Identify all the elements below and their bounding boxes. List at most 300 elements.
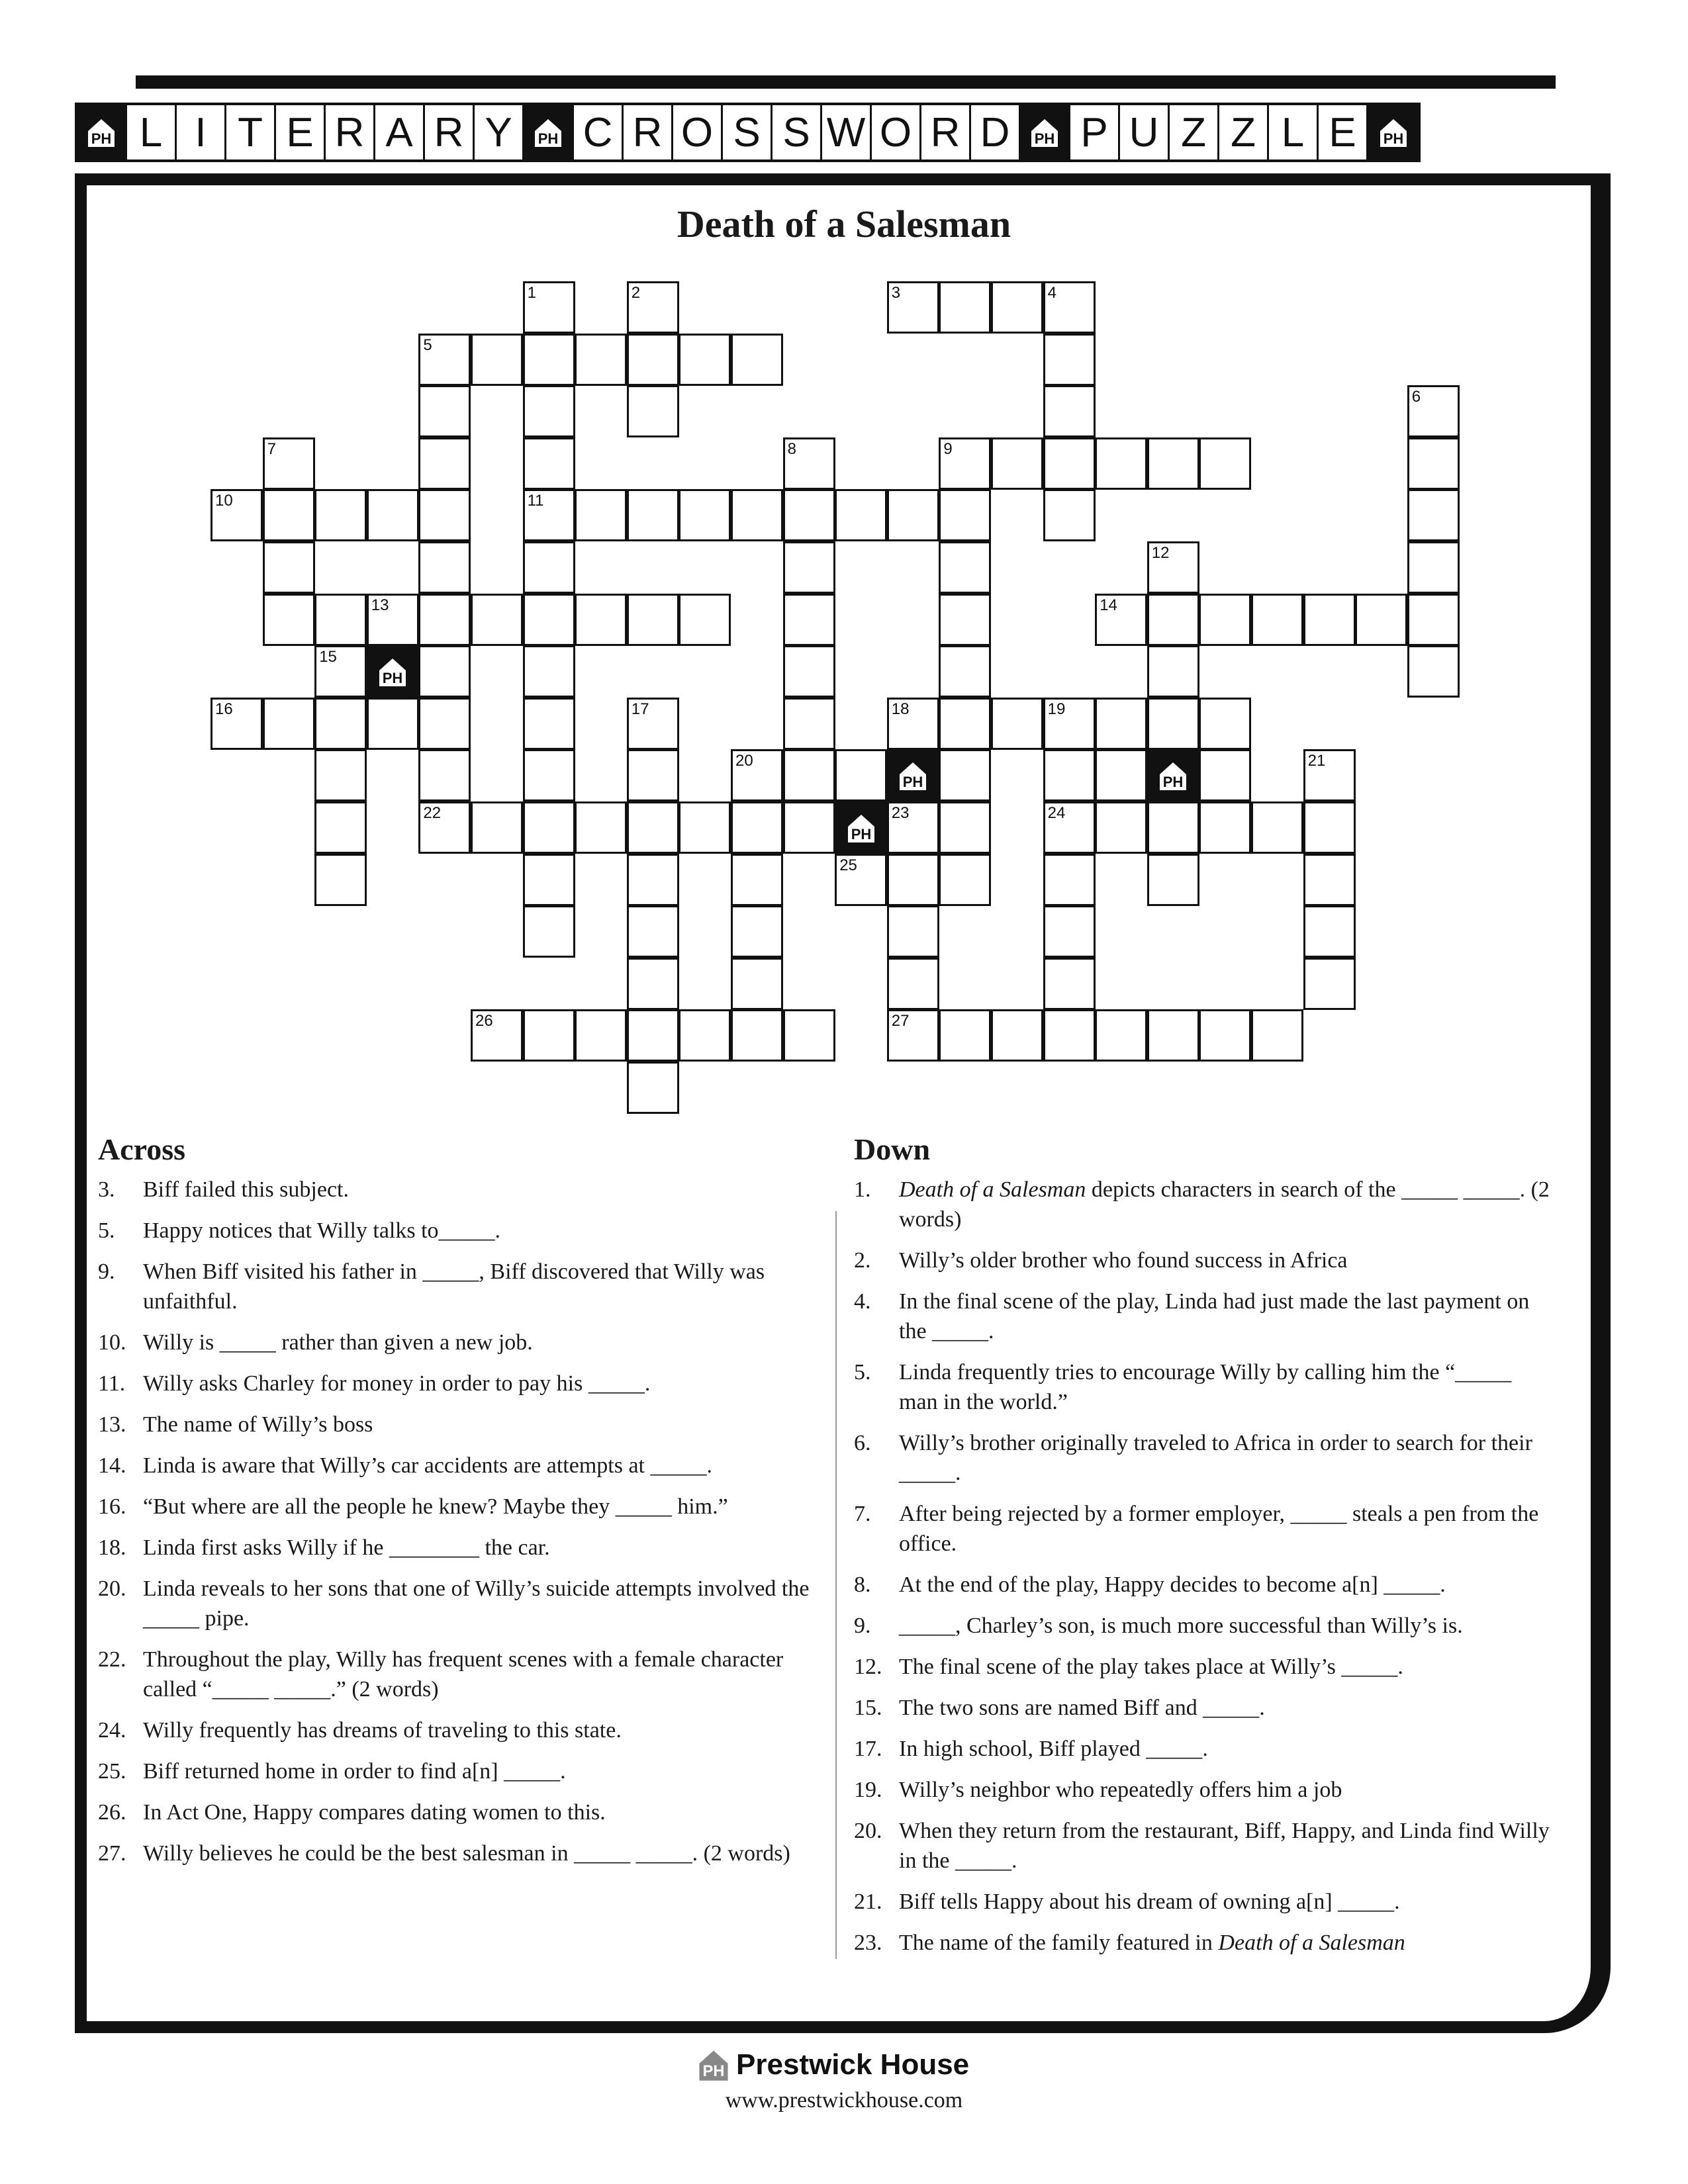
grid-cell[interactable]	[471, 801, 523, 854]
grid-cell[interactable]	[418, 541, 471, 594]
grid-cell[interactable]	[314, 749, 367, 801]
across-clue	[98, 1257, 813, 1316]
grid-cell[interactable]	[1147, 645, 1199, 698]
grid-cell[interactable]	[418, 749, 471, 801]
across-clue	[98, 1756, 813, 1786]
clue-text: In the final scene of the play, Linda had just made the last payment on the _____.	[899, 1289, 1530, 1343]
svg-text:PH: PH	[851, 825, 871, 842]
banner-letter: L	[1269, 105, 1319, 159]
grid-cell[interactable]	[1147, 541, 1199, 594]
grid-cell[interactable]	[1407, 541, 1460, 594]
clue-label-number: 22.	[98, 1647, 126, 1672]
puzzle-title: Death of a Salesman	[677, 203, 1011, 246]
clue-label-number: 20.	[854, 1819, 882, 1843]
clue-label-number: 9.	[98, 1259, 115, 1284]
grid-cell[interactable]	[418, 489, 471, 541]
clue-label-number: 18.	[98, 1535, 126, 1560]
banner-letter: Z	[1170, 105, 1219, 159]
banner-letter: D	[971, 105, 1021, 159]
grid-cell[interactable]	[939, 645, 991, 698]
grid-cell[interactable]	[783, 489, 835, 541]
clue-label-number: 8.	[854, 1572, 871, 1597]
grid-cell[interactable]	[1199, 698, 1251, 750]
across-clue	[98, 1175, 813, 1205]
grid-cell[interactable]	[939, 541, 991, 594]
grid-cell[interactable]	[1043, 801, 1096, 854]
grid-cell[interactable]	[1199, 437, 1251, 490]
down-clue	[854, 1734, 1556, 1764]
grid-cell[interactable]	[1043, 905, 1096, 958]
grid-cell[interactable]	[523, 334, 575, 386]
grid-cell[interactable]	[314, 489, 367, 541]
clue-label-number: 25.	[98, 1759, 126, 1784]
grid-cell[interactable]	[835, 749, 887, 801]
grid-cell[interactable]	[887, 958, 939, 1010]
grid-cell[interactable]	[523, 385, 575, 437]
banner-letter: E	[276, 105, 326, 159]
down-clue	[854, 1816, 1556, 1876]
clue-text: _____, Charley’s son, is much more successful than Willy’s is.	[899, 1614, 1463, 1638]
down-clue	[854, 1175, 1556, 1234]
grid-cell[interactable]	[1303, 958, 1356, 1010]
grid-cell[interactable]	[731, 334, 783, 386]
clue-text: Willy is _____ rather than given a new job.	[143, 1330, 533, 1355]
clue-number: 14	[1100, 596, 1117, 614]
clue-label-number: 21.	[854, 1889, 882, 1914]
grid-cell[interactable]	[523, 281, 575, 334]
down-clue	[854, 1775, 1556, 1805]
clue-text: After being rejected by a former employer, _____ steals a pen from the office.	[899, 1502, 1539, 1556]
grid-cell[interactable]	[835, 854, 887, 906]
grid-cell[interactable]	[1147, 1009, 1199, 1062]
grid-cell[interactable]	[1199, 749, 1251, 801]
grid-cell[interactable]	[1043, 854, 1096, 906]
banner-letter: R	[326, 105, 375, 159]
grid-cell[interactable]	[1147, 854, 1199, 906]
grid-cell[interactable]	[1251, 801, 1303, 854]
grid-cell[interactable]	[627, 1062, 679, 1114]
grid-cell[interactable]	[1043, 698, 1096, 750]
publisher-url: www.prestwickhouse.com	[725, 2088, 963, 2113]
grid-cell[interactable]	[523, 437, 575, 490]
grid-cell[interactable]	[471, 594, 523, 646]
grid-cell[interactable]	[211, 489, 263, 541]
grid-cell[interactable]	[523, 489, 575, 541]
down-clue	[854, 1357, 1556, 1417]
grid-cell[interactable]	[731, 801, 783, 854]
grid-cell[interactable]	[1407, 594, 1460, 646]
clue-number: 21	[1307, 752, 1326, 770]
publisher-logo	[695, 2045, 993, 2085]
clue-text: Willy frequently has dreams of traveling to this state.	[143, 1718, 622, 1743]
grid-cell[interactable]	[939, 801, 991, 854]
grid-cell[interactable]	[1095, 437, 1147, 490]
grid-cell[interactable]	[575, 334, 627, 386]
grid-cell[interactable]	[575, 1009, 627, 1062]
grid-cell[interactable]	[887, 698, 939, 750]
grid-cell[interactable]	[1147, 698, 1199, 750]
grid-cell[interactable]	[887, 281, 939, 334]
clue-text: Willy asks Charley for money in order to pay his _____.	[143, 1371, 651, 1396]
grid-cell[interactable]	[783, 437, 835, 490]
clue-label-number: 10.	[98, 1330, 126, 1355]
column-divider	[835, 1211, 837, 1959]
grid-cell[interactable]	[418, 698, 471, 750]
grid-cell[interactable]	[1407, 645, 1460, 698]
clue-text: Linda is aware that Willy’s car accidents are attempts at _____.	[143, 1453, 712, 1478]
grid-cell[interactable]	[418, 334, 471, 386]
grid-cell[interactable]	[263, 594, 315, 646]
grid-cell[interactable]	[1303, 854, 1356, 906]
down-clue	[854, 1693, 1556, 1723]
grid-cell[interactable]	[314, 594, 367, 646]
grid-cell[interactable]	[1095, 801, 1147, 854]
grid-cell[interactable]	[1251, 594, 1303, 646]
grid-cell[interactable]	[627, 1009, 679, 1062]
grid-cell[interactable]	[1043, 749, 1096, 801]
grid-cell[interactable]	[939, 594, 991, 646]
clue-number: 15	[319, 648, 337, 666]
grid-cell[interactable]	[1303, 749, 1356, 801]
grid-cell[interactable]	[627, 801, 679, 854]
grid-cell[interactable]	[1407, 437, 1460, 490]
grid-cell[interactable]	[783, 698, 835, 750]
clue-label-number: 17.	[854, 1737, 882, 1761]
grid-cell[interactable]	[731, 489, 783, 541]
banner-letter: R	[921, 105, 971, 159]
grid-cell[interactable]	[314, 645, 367, 698]
grid-cell[interactable]	[783, 645, 835, 698]
grid-cell[interactable]	[679, 1009, 731, 1062]
clue-number: 18	[891, 700, 910, 718]
clue-number: 10	[215, 492, 233, 510]
grid-cell[interactable]	[939, 854, 991, 906]
grid-cell[interactable]	[1043, 385, 1096, 437]
grid-cell[interactable]	[991, 698, 1043, 750]
across-clue	[98, 1410, 813, 1439]
clue-text: Biff returned home in order to find a[n] _____.	[143, 1759, 566, 1784]
grid-cell[interactable]	[523, 801, 575, 854]
grid-cell[interactable]	[783, 1009, 835, 1062]
clue-number: 8	[787, 439, 796, 458]
clue-text: Biff failed this subject.	[143, 1177, 349, 1202]
grid-cell[interactable]	[1043, 281, 1096, 334]
clue-text: Willy believes he could be the best salesman in _____ _____. (2 words)	[143, 1841, 790, 1866]
grid-cell[interactable]	[731, 1009, 783, 1062]
grid-cell[interactable]	[471, 1009, 523, 1062]
banner-letter: O	[872, 105, 921, 159]
grid-cell[interactable]	[1095, 749, 1147, 801]
grid-cell[interactable]	[523, 594, 575, 646]
grid-cell[interactable]	[627, 334, 679, 386]
grid-cell[interactable]	[367, 698, 419, 750]
grid-cell[interactable]	[627, 281, 679, 334]
clue-text: Linda first asks Willy if he ________ the car.	[143, 1535, 550, 1560]
clue-text: The two sons are named Biff and _____.	[899, 1696, 1265, 1720]
clue-label-number: 3.	[98, 1177, 115, 1202]
grid-cell[interactable]	[263, 489, 315, 541]
grid-cell[interactable]	[418, 645, 471, 698]
banner-letter: T	[226, 105, 276, 159]
grid-cell[interactable]	[1095, 698, 1147, 750]
clue-text: depicts characters in search of the _____ _____. (2 words)	[899, 1177, 1550, 1232]
clue-text: When Biff visited his father in _____, Biff discovered that Willy was unfaithful.	[143, 1259, 765, 1314]
clue-number: 4	[1047, 284, 1056, 302]
clue-text: At the end of the play, Happy decides to become a[n] _____.	[899, 1572, 1446, 1597]
banner-letter: C	[574, 105, 624, 159]
grid-cell[interactable]	[418, 385, 471, 437]
across-clue	[98, 1328, 813, 1357]
grid-cell[interactable]	[627, 958, 679, 1010]
grid-cell[interactable]	[679, 489, 731, 541]
grid-cell[interactable]	[731, 905, 783, 958]
clue-label-number: 26.	[98, 1800, 126, 1825]
prestwick-house-icon	[1156, 758, 1190, 793]
clue-text: When they return from the restaurant, Biff, Happy, and Linda find Willy in the _____.	[899, 1819, 1550, 1873]
grid-cell[interactable]	[1303, 801, 1356, 854]
grid-cell[interactable]	[627, 489, 679, 541]
grid-cell[interactable]	[471, 334, 523, 386]
grid-cell[interactable]	[679, 801, 731, 854]
grid-cell[interactable]	[523, 905, 575, 958]
grid-cell[interactable]	[523, 854, 575, 906]
grid-cell[interactable]	[731, 854, 783, 906]
banner-letter: U	[1120, 105, 1170, 159]
grid-cell[interactable]	[263, 698, 315, 750]
grid-cell[interactable]	[1043, 437, 1096, 490]
clue-label-number: 4.	[854, 1289, 871, 1314]
grid-cell[interactable]	[1199, 594, 1251, 646]
clue-text: The final scene of the play takes place at Willy’s _____.	[899, 1655, 1403, 1679]
clue-text: Willy’s neighbor who repeatedly offers him a job	[899, 1778, 1342, 1802]
grid-cell[interactable]	[627, 749, 679, 801]
grid-cell[interactable]	[887, 854, 939, 906]
grid-cell[interactable]	[991, 281, 1043, 334]
grid-cell[interactable]	[783, 541, 835, 594]
grid-cell[interactable]	[314, 854, 367, 906]
grid-cell[interactable]	[939, 281, 991, 334]
grid-cell[interactable]	[1043, 1009, 1096, 1062]
clue-number: 1	[527, 284, 536, 302]
grid-cell[interactable]	[523, 749, 575, 801]
grid-cell[interactable]	[887, 905, 939, 958]
grid-cell[interactable]	[939, 1009, 991, 1062]
grid-cell[interactable]	[627, 385, 679, 437]
clue-number: 13	[371, 596, 389, 614]
clue-label-number: 24.	[98, 1718, 126, 1743]
banner-letter: Z	[1219, 105, 1269, 159]
grid-cell[interactable]	[679, 334, 731, 386]
grid-cell[interactable]	[314, 801, 367, 854]
clue-number: 3	[891, 284, 901, 302]
down-clue-list	[854, 1175, 1556, 1969]
grid-cell[interactable]	[523, 698, 575, 750]
grid-cell[interactable]	[367, 489, 419, 541]
grid-cell[interactable]	[1303, 905, 1356, 958]
clue-number: 25	[839, 856, 857, 874]
grid-cell[interactable]	[523, 1009, 575, 1062]
clue-label-number: 27.	[98, 1841, 126, 1866]
clue-label-number: 1.	[854, 1177, 871, 1202]
grid-cell[interactable]	[314, 698, 367, 750]
grid-cell[interactable]	[263, 541, 315, 594]
clue-label-number: 19.	[854, 1778, 882, 1802]
clue-number: 23	[891, 804, 910, 822]
svg-text:PH: PH	[91, 130, 112, 147]
clue-number: 6	[1411, 388, 1421, 406]
across-heading: Across	[98, 1132, 186, 1166]
svg-text:PH: PH	[1163, 773, 1184, 790]
clue-number: 27	[891, 1012, 910, 1030]
grid-cell[interactable]	[627, 905, 679, 958]
clue-label-number: 16.	[98, 1494, 126, 1519]
grid-cell[interactable]	[211, 698, 263, 750]
across-clue	[98, 1839, 813, 1868]
clue-label-number: 9.	[854, 1614, 871, 1638]
grid-cell[interactable]	[939, 489, 991, 541]
grid-cell[interactable]	[835, 489, 887, 541]
clue-number: 7	[267, 439, 276, 458]
clue-number: 19	[1047, 700, 1066, 718]
down-clue	[854, 1928, 1556, 1958]
clue-text: Happy notices that Willy talks to_____.	[143, 1218, 501, 1243]
banner-letter: P	[1070, 105, 1120, 159]
grid-cell[interactable]	[731, 749, 783, 801]
svg-text:PH: PH	[1034, 130, 1055, 147]
grid-cell[interactable]	[1147, 801, 1199, 854]
grid-cell[interactable]	[939, 749, 991, 801]
grid-cell[interactable]	[731, 958, 783, 1010]
clue-text: Linda frequently tries to encourage Willy by calling him the “_____ man in the world.”	[899, 1360, 1512, 1414]
grid-cell[interactable]	[783, 594, 835, 646]
grid-cell[interactable]	[991, 437, 1043, 490]
grid-cell[interactable]	[887, 489, 939, 541]
grid-cell[interactable]	[939, 437, 991, 490]
clue-number: 9	[943, 439, 953, 458]
clue-text: In high school, Biff played _____.	[899, 1737, 1208, 1761]
across-clue	[98, 1492, 813, 1522]
grid-cell[interactable]	[1407, 385, 1460, 437]
grid-block-cell	[835, 801, 887, 854]
clue-text: Linda reveals to her sons that one of Willy’s suicide attempts involved the _____ pipe.	[143, 1576, 810, 1631]
across-clue	[98, 1797, 813, 1827]
prestwick-house-icon	[695, 2046, 732, 2083]
grid-cell[interactable]	[418, 801, 471, 854]
grid-cell[interactable]	[523, 541, 575, 594]
grid-cell[interactable]	[627, 854, 679, 906]
clue-label-number: 15.	[854, 1696, 882, 1720]
clue-number: 24	[1047, 804, 1066, 822]
banner-letter: Y	[475, 105, 524, 159]
grid-cell[interactable]	[263, 437, 315, 490]
grid-cell[interactable]	[1199, 1009, 1251, 1062]
clue-text: In Act One, Happy compares dating women to this.	[143, 1800, 606, 1825]
grid-cell[interactable]	[1303, 594, 1356, 646]
clue-number: 2	[631, 284, 641, 302]
title-italic: Death of a Salesman	[899, 1177, 1086, 1202]
across-clue	[98, 1369, 813, 1398]
prestwick-house-icon	[375, 655, 410, 689]
grid-block-cell	[1147, 749, 1199, 801]
grid-cell[interactable]	[679, 594, 731, 646]
grid-cell[interactable]	[887, 1009, 939, 1062]
clue-label-number: 5.	[854, 1360, 871, 1385]
grid-cell[interactable]	[575, 594, 627, 646]
grid-cell[interactable]	[783, 801, 835, 854]
clue-text: Throughout the play, Willy has frequent scenes with a female character called “_____ _____.” (2 words)	[143, 1647, 784, 1702]
grid-cell[interactable]	[418, 594, 471, 646]
down-clue	[854, 1611, 1556, 1641]
grid-cell[interactable]	[418, 437, 471, 490]
grid-cell[interactable]	[627, 594, 679, 646]
grid-cell[interactable]	[523, 645, 575, 698]
clue-number: 16	[215, 700, 233, 718]
clue-number: 20	[735, 752, 753, 770]
clue-label-number: 14.	[98, 1453, 126, 1478]
clue-text: Willy’s brother originally traveled to Africa in order to search for their _____.	[899, 1431, 1532, 1485]
banner-letter: L	[127, 105, 177, 159]
across-clue	[98, 1533, 813, 1563]
grid-cell[interactable]	[1355, 594, 1407, 646]
clue-text: Willy’s older brother who found success in Africa	[899, 1248, 1348, 1273]
grid-cell[interactable]	[627, 698, 679, 750]
grid-cell[interactable]	[1251, 1009, 1303, 1062]
clue-label-number: 23.	[854, 1931, 882, 1955]
clue-text: The name of Willy’s boss	[143, 1412, 373, 1437]
svg-text:PH: PH	[538, 130, 559, 147]
grid-cell[interactable]	[367, 594, 419, 646]
grid-cell[interactable]	[1043, 489, 1096, 541]
grid-cell[interactable]	[1199, 801, 1251, 854]
across-clue	[98, 1574, 813, 1633]
grid-cell[interactable]	[1095, 594, 1147, 646]
grid-cell[interactable]	[575, 801, 627, 854]
clue-text: The name of the family featured in	[899, 1931, 1219, 1955]
grid-cell[interactable]	[575, 489, 627, 541]
grid-cell[interactable]	[991, 1009, 1043, 1062]
banner-letter: W	[822, 105, 872, 159]
grid-cell[interactable]	[1095, 1009, 1147, 1062]
grid-cell[interactable]	[1147, 437, 1199, 490]
grid-cell[interactable]	[887, 801, 939, 854]
grid-cell[interactable]	[1407, 489, 1460, 541]
clue-number: 11	[527, 492, 544, 510]
down-clue	[854, 1652, 1556, 1682]
banner-letter: R	[425, 105, 475, 159]
grid-cell[interactable]	[939, 698, 991, 750]
clue-number: 12	[1151, 544, 1170, 562]
grid-cell[interactable]	[1147, 594, 1199, 646]
clue-label-number: 2.	[854, 1248, 871, 1273]
clue-label-number: 13.	[98, 1412, 126, 1437]
prestwick-house-icon	[896, 758, 930, 793]
title-italic: Death of a Salesman	[1218, 1931, 1405, 1955]
clue-label-number: 5.	[98, 1218, 115, 1243]
clue-number: 17	[631, 700, 649, 718]
clue-number: 26	[475, 1012, 493, 1030]
across-clue	[98, 1451, 813, 1480]
grid-cell[interactable]	[1043, 334, 1096, 386]
grid-cell[interactable]	[1043, 958, 1096, 1010]
clue-text: “But where are all the people he knew? Maybe they _____ him.”	[143, 1494, 728, 1519]
grid-cell[interactable]	[783, 749, 835, 801]
clue-label-number: 11.	[98, 1371, 126, 1396]
grid-block-cell	[367, 645, 419, 698]
banner-letter: S	[773, 105, 822, 159]
clue-text: Biff tells Happy about his dream of owning a[n] _____.	[899, 1889, 1400, 1914]
down-clue	[854, 1887, 1556, 1917]
down-clue	[854, 1246, 1556, 1275]
